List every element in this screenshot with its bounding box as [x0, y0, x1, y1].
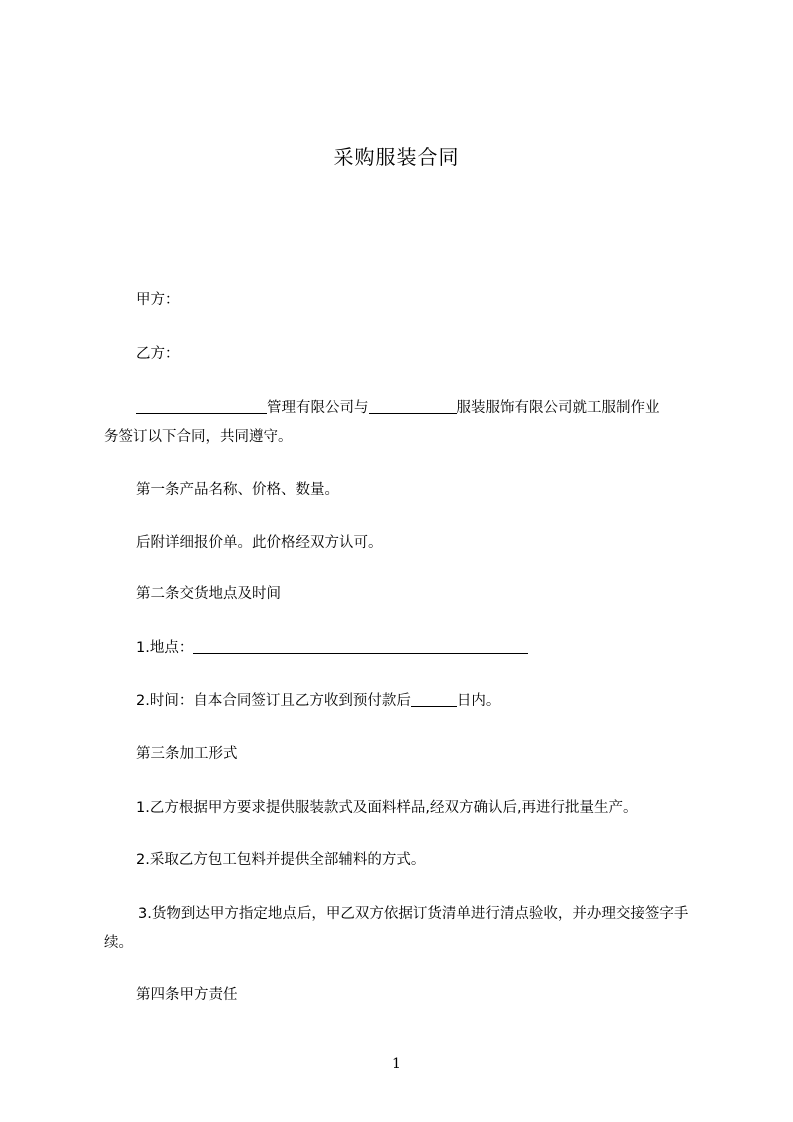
article-3-heading: 第三条加工形式 [136, 746, 238, 762]
page-number: 1 [392, 1056, 401, 1072]
time-text: 2.时间：自本合同签订且乙方收到预付款后 [136, 693, 411, 709]
time-text-end: 日内。 [456, 693, 501, 709]
article-2-item-1 [104, 634, 738, 663]
article-1-text: 后附详细报价单。此价格经双方认可。 [136, 535, 383, 551]
days-blank [411, 690, 457, 707]
party-a-label: 甲方： [136, 292, 180, 308]
intro-line-2: 务签订以下合同，共同遵守。 [104, 429, 293, 445]
location-blank [193, 637, 528, 654]
article-3-item-3: 3.货物到达甲方指定地点后，甲乙双方依据订货清单进行清点验收，并办理交接签字手续。 [104, 906, 689, 951]
intro-line-1 [104, 394, 738, 423]
page-title: 采购服装合同 [333, 145, 460, 169]
location-label: 1.地点： [136, 640, 194, 656]
article-3-item-1: 1.乙方根据甲方要求提供服装款式及面料样品,经双方确认后,再进行批量生产。 [136, 800, 638, 816]
intro-part-2: 服装服饰有限公司就工服制作业 [456, 400, 660, 416]
article-2-heading: 第二条交货地点及时间 [136, 586, 281, 602]
article-4-heading: 第四条甲方责任 [136, 987, 238, 1003]
company-a-blank [136, 397, 267, 414]
article-1-heading: 第一条产品名称、价格、数量。 [136, 482, 339, 498]
article-2-item-2 [104, 687, 738, 716]
intro-part-1: 管理有限公司与 [267, 400, 369, 416]
article-3-item-2: 2.采取乙方包工包料并提供全部辅料的方式。 [136, 852, 426, 868]
party-b-label: 乙方： [136, 346, 180, 362]
company-b-blank [369, 397, 457, 414]
